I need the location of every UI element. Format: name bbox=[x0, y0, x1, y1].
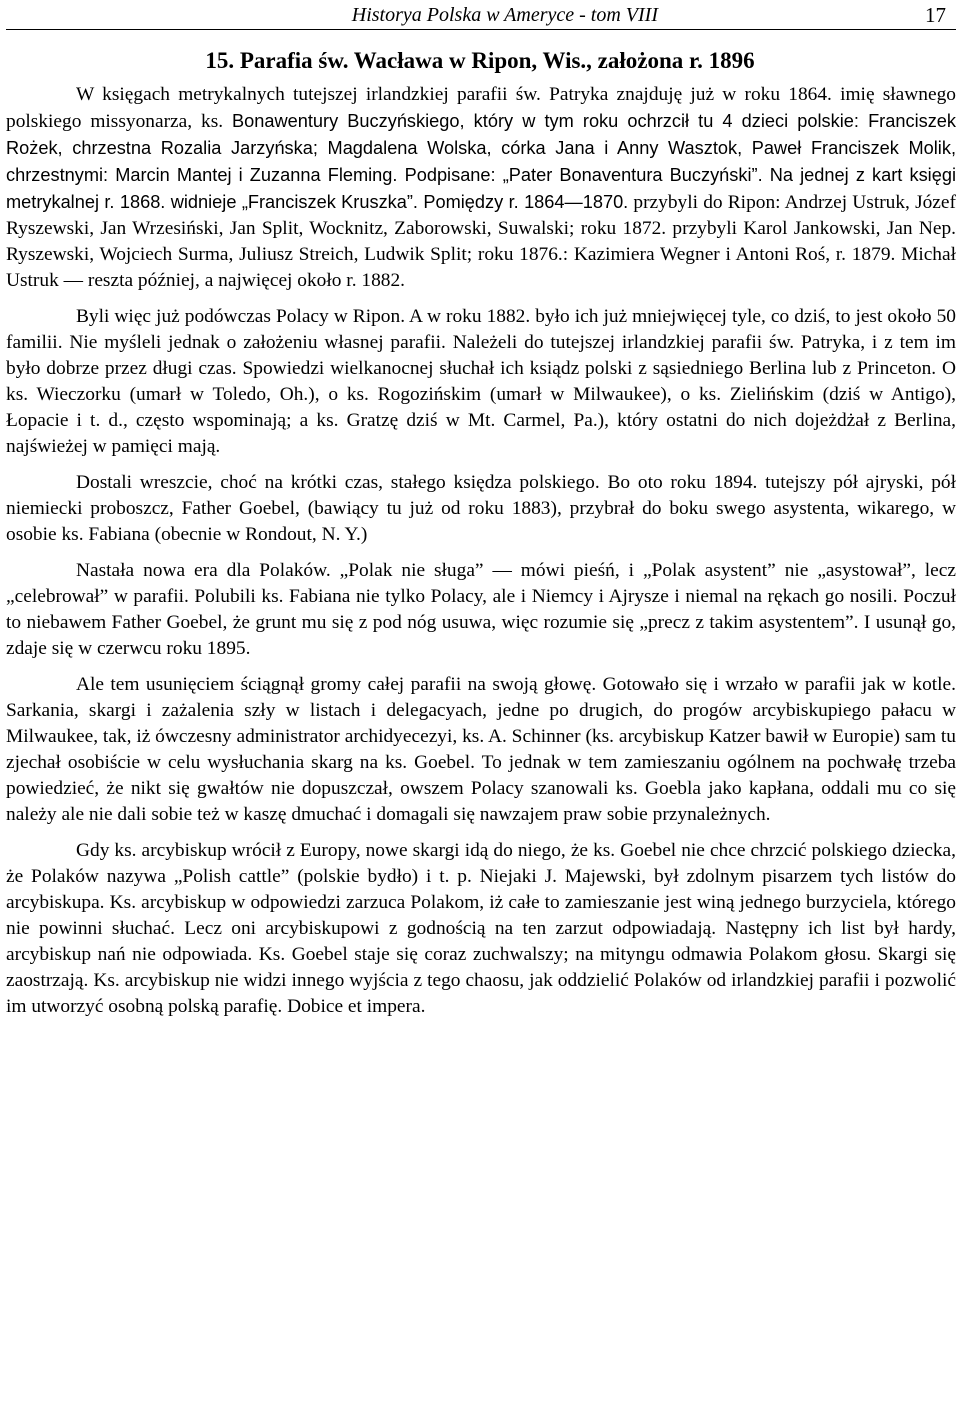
body-text bbox=[6, 82, 956, 1030]
page-number: 17 bbox=[925, 3, 946, 27]
paragraph-5: Ale tem usunięciem ściągnął gromy całej parafii na swoją głowę. Gotowało się i wrzało w parafii jak w kotle. Sarkania, skargi i zażalenia szły w listach i delegacyach, jedne po drugich, do progów arcybiskupiego pałacu w Milwaukee, tak, iż ówczesny administrator archidyecezyi, ks. A. Schinner (ks. arcybiskup Katzer bawił w Europie) sam tu zjechał osobiście w celu wysłuchania skarg na ks. Goebel. To jednak w tem zamieszaniu ogólnem na pochwałę trzeba powiedzieć, że nikt się gwałtów nie dopuszczał, owszem Polacy szanowali ks. Goebla jako kapłana, oddali mu co się należy ale nie dali sobie też w kaszę dmuchać i domagali się nawzajem praw sobie przynależnych. bbox=[6, 674, 956, 825]
paragraph-1 bbox=[6, 82, 956, 294]
paragraph-1-part-b: Bonawentury Buczyńskiego, który w tym roku ochrzcił tu 4 dzieci polskie: Franciszek Rożek, chrzestna Rozalia Jarzyńska; Magdalena Wolska, córka Jana i Anny Wasztok, Paweł Franciszek Molik, chrzestnymi: Marcin Mantej i Zuzanna Fleming. Podpisane: „Pater Bonaventura Buczyński”. Na jednej z kart księgi metrykalnej r. 1868. widnieje „Franciszek Kruszka”. Pomiędzy r. 1864—1870. bbox=[6, 111, 957, 212]
paragraph-1-part-a: W księgach metrykalnych tutejszej irlandzkiej parafii św. Patryka znajduję już w roku 1864. imię sławnego polskiego missyonarza, ks. bbox=[6, 84, 956, 132]
paragraph-4: Nastała nowa era dla Polaków. „Polak nie sługa” — mówi pieśń, i „Polak asystent” nie „asystował”, lecz „celebrował” w parafii. Polubili ks. Fabiana nie tylko Polacy, ale i Niemcy i Ajrysze i niemal na rękach go nosili. Poczuł to niebawem Father Goebel, że grunt mu się z pod nóg usuwa, więc rozumie się „precz z takim asystentem”. I usunął go, zdaje się w czerwcu roku 1895. bbox=[6, 560, 956, 659]
paragraph-3: Dostali wreszcie, choć na krótki czas, stałego księdza polskiego. Bo oto roku 1894. tutejszy pół ajryski, pół niemiecki proboszcz, Father Goebel, (bawiący tu już od roku 1883), przybrał do boku swego asystenta, wikarego, w osobie ks. Fabiana (obecnie w Rondout, N. Y.) bbox=[6, 472, 956, 545]
paragraph-2: Byli więc już podówczas Polacy w Ripon. A w roku 1882. było ich już mniejwięcej tyle, co dziś, to jest około 50 familii. Nie myśleli jednak o założeniu własnej parafii. Należeli do tutejszej irlandzkiej parafii św. Patryka, i z tem im było dobrze przez długi czas. Spowiedzi wielkanocnej słuchał ich ksiądz polski z sąsiedniego Berlina lub z Princeton. O ks. Wieczorku (umarł w Toledo, Oh.), o ks. Rogozińskim (umarł w Milwaukee), o ks. Zielińskim (dziś w Antigo), Łopacie i t. d., często wspominają; a ks. Gratzę dziś w Mt. Carmel, Pa.), który ostatni do nich dojeżdżał z Berlina, najświeżej w pamięci mają. bbox=[6, 306, 956, 457]
paragraph-1-part-c: przybyli do Ripon: Andrzej Ustruk, Józef Ryszewski, Jan Wrzesiński, Jan Split, Wocknitz, Zaborowski, Suwalski; roku 1872. przybyli Karol Jankowski, Jan Nep. Ryszewski, Wojciech Surma, Juliusz Streich, Ludwik Split; roku 1876.: Kazimiera Wegner i Antoni Roś, r. 1879. Michał Ustruk — reszta później, a najwięcej około r. 1882. bbox=[6, 192, 956, 291]
running-title: Historya Polska w Ameryce - tom VIII bbox=[351, 4, 658, 26]
chapter-title: 15. Parafia św. Wacława w Ripon, Wis., założona r. 1896 bbox=[205, 48, 755, 73]
header-rule bbox=[6, 29, 956, 30]
paragraph-6: Gdy ks. arcybiskup wrócił z Europy, nowe skargi idą do niego, że ks. Goebel nie chce chrzcić polskiego dziecka, że Polaków nazywa „Polish cattle” (polskie bydło) i t. p. Niejaki J. Majewski, był zdolnym pisarzem tych listów do arcybiskupa. Ks. arcybiskup w odpowiedzi zarzuca Polakom, iż całe to zamieszanie jest winą jednego burzyciela, którego nie powinni słuchać. Lecz oni arcybiskupowi z godnością na ten zarzut odpowiadają. Następny ich list był hardy, arcybiskup nań nie odpowiada. Ks. Goebel staje się coraz zuchwalszy; na mityngu odmawia Polakom głosu. Skargi się zaostrzają. Ks. arcybiskup nie widzi innego wyjścia z tego chaosu, jak oddzielić Polaków od irlandzkiej parafii i pozwolić im utworzyć osobną polską parafię. Dobice et impera. bbox=[6, 840, 956, 1017]
page-header bbox=[0, 2, 960, 28]
